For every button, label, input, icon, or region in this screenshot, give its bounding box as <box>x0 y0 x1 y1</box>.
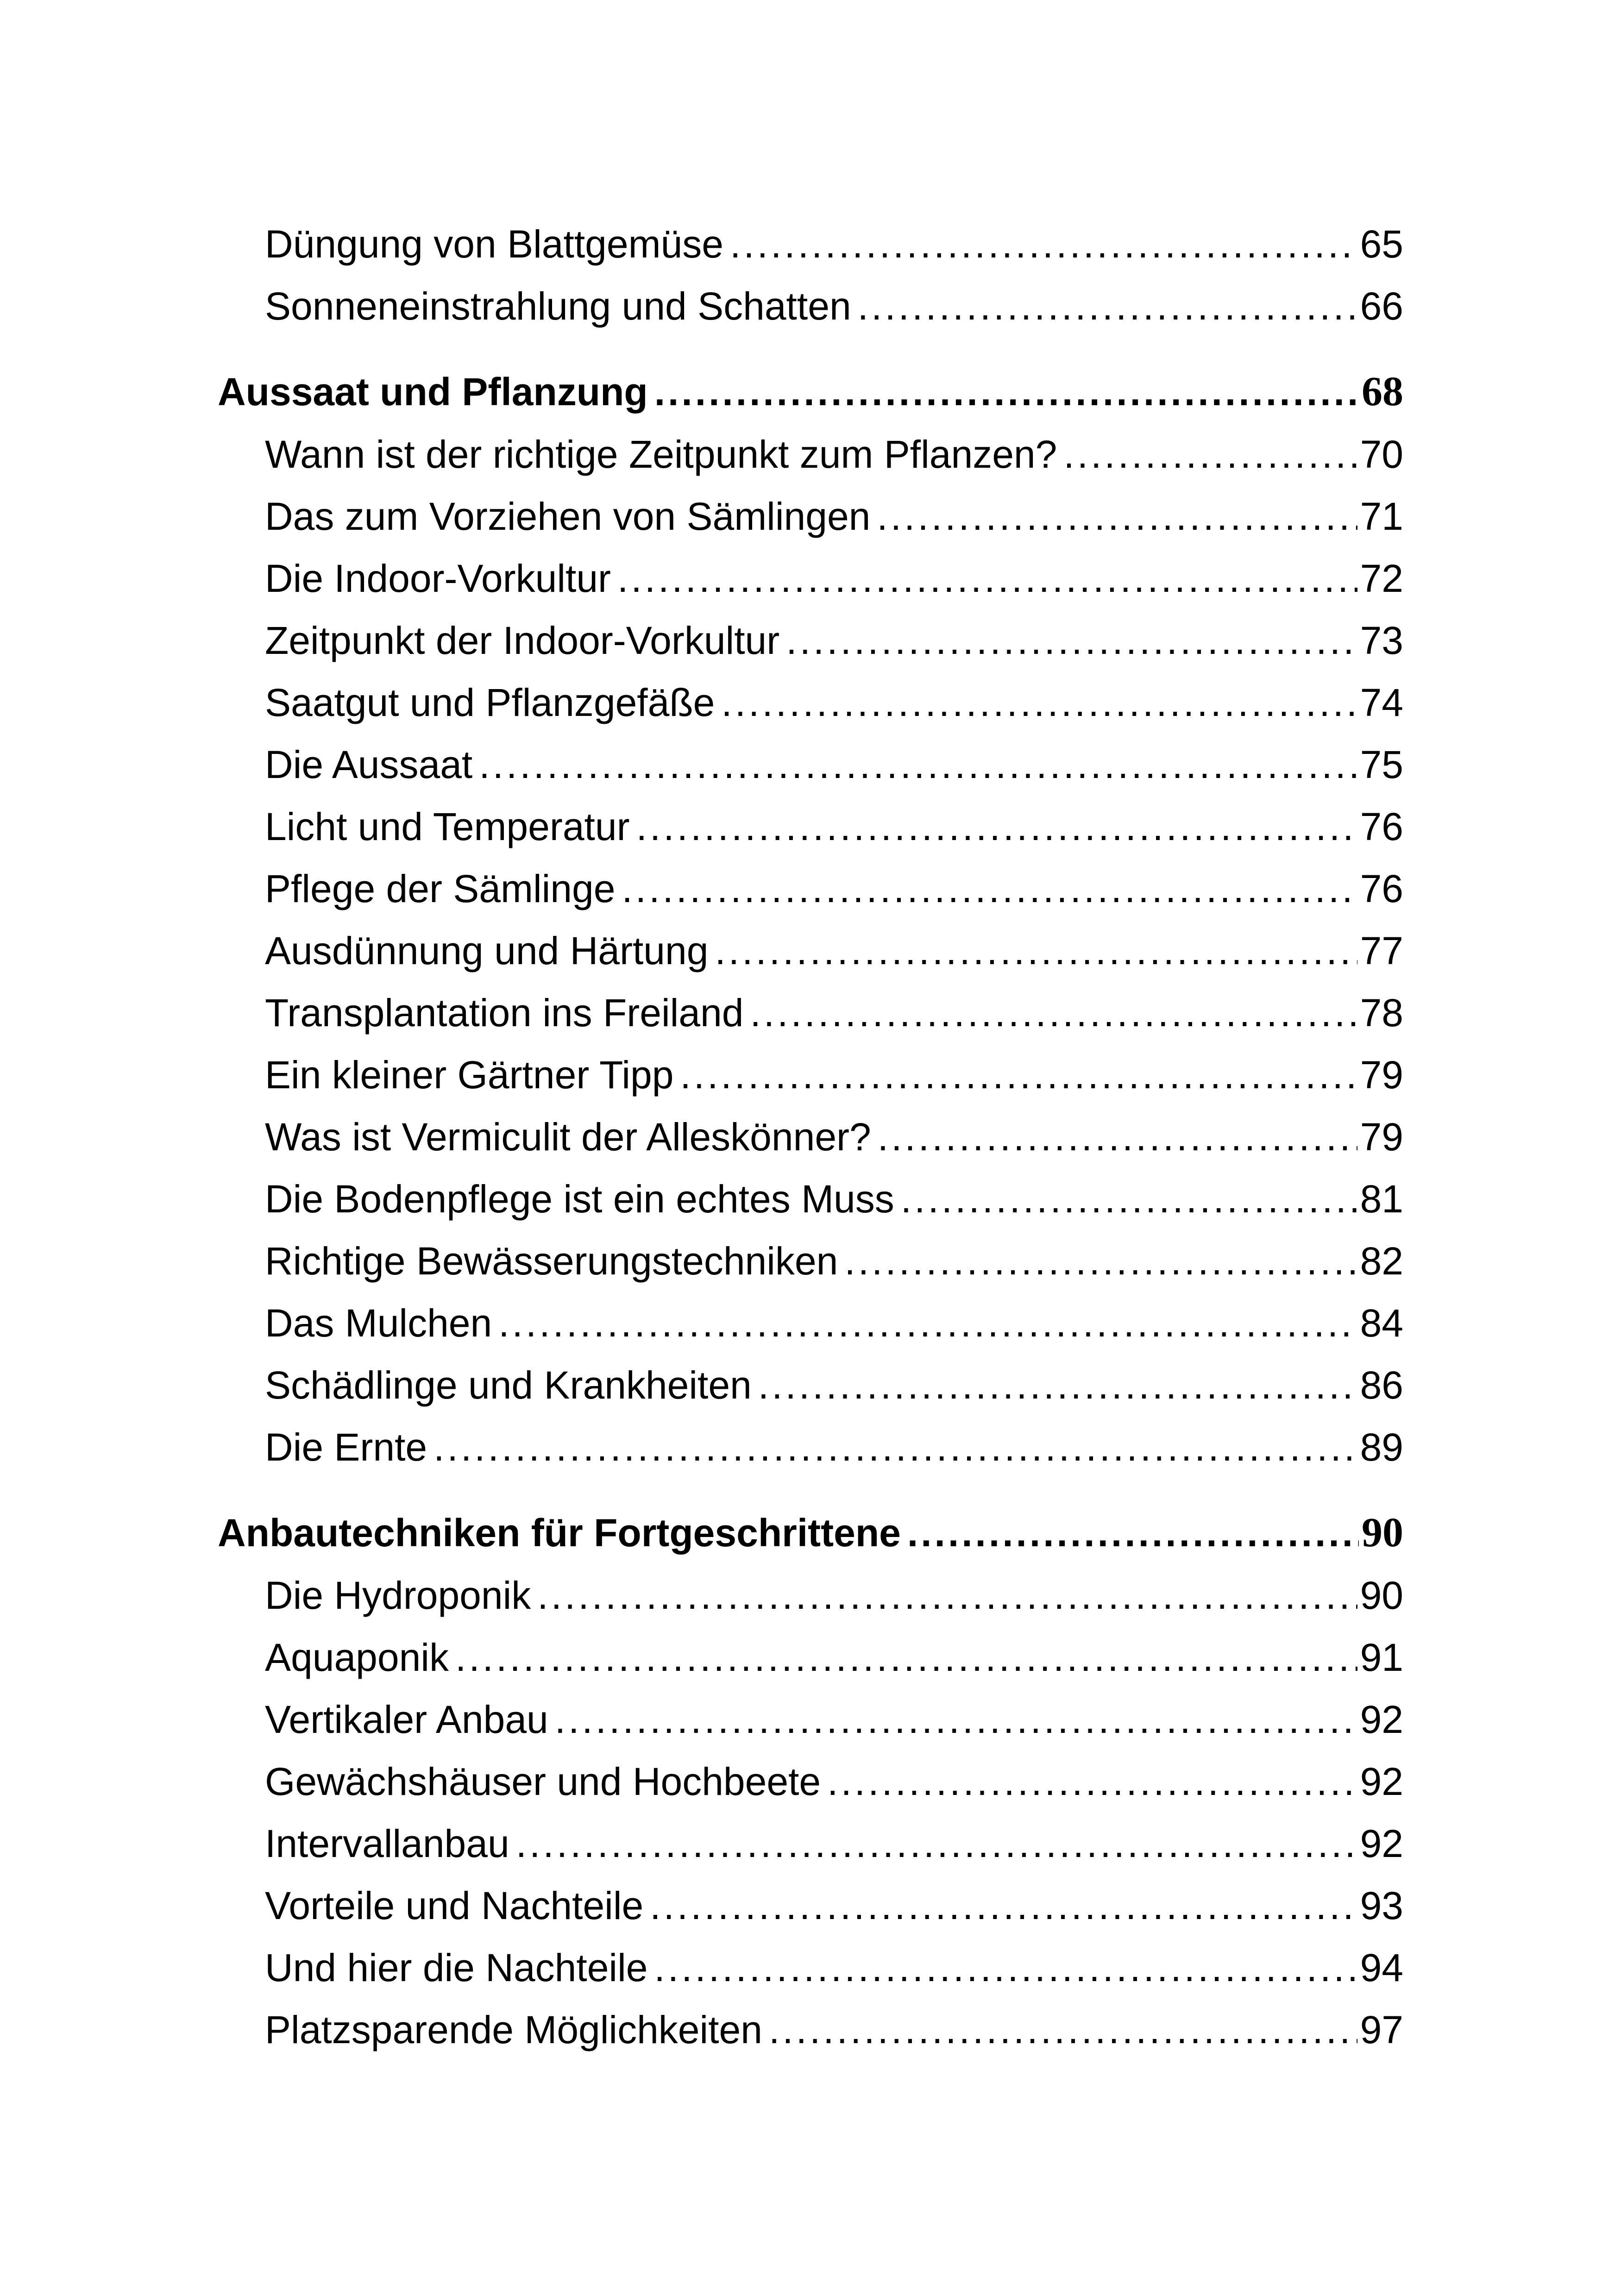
dot-leader <box>786 609 1357 671</box>
toc-entry-page-number: 74 <box>1360 681 1403 724</box>
dot-leader <box>555 1688 1357 1750</box>
dot-leader <box>654 360 1359 423</box>
dot-leader <box>769 1999 1357 2061</box>
toc-section-entry <box>218 920 1403 982</box>
toc-entry-title: Richtige Bewässerungstechniken <box>265 1239 838 1283</box>
dot-leader <box>907 1501 1359 1564</box>
toc-entry-page-number: 76 <box>1360 805 1403 848</box>
toc-entry-title: Aussaat und Pflanzung <box>218 370 648 414</box>
toc-entry-page-number: 91 <box>1360 1636 1403 1679</box>
toc-section-entry <box>218 1044 1403 1106</box>
dot-leader <box>654 1937 1357 1999</box>
toc-section-entry <box>218 1813 1403 1875</box>
toc-entry-page-number: 81 <box>1360 1177 1403 1221</box>
toc-entry-title: Ein kleiner Gärtner Tipp <box>265 1053 674 1097</box>
toc-section-entry <box>218 213 1403 275</box>
toc-entry-title: Sonneneinstrahlung und Schatten <box>265 284 851 328</box>
dot-leader <box>622 858 1357 920</box>
toc-section-entry <box>218 1688 1403 1750</box>
dot-leader <box>721 671 1357 734</box>
dot-leader <box>877 485 1357 547</box>
toc-section-entry <box>218 1999 1403 2061</box>
toc-entry-title: Ausdünnung und Härtung <box>265 929 709 972</box>
dot-leader <box>750 982 1357 1044</box>
toc-entry-page-number: 77 <box>1360 929 1403 972</box>
toc-entry-title: Düngung von Blattgemüse <box>265 222 723 266</box>
toc-entry-page-number: 72 <box>1360 557 1403 600</box>
toc-section-entry <box>218 1416 1403 1478</box>
toc-section-entry <box>218 1106 1403 1168</box>
toc-entry-page-number: 70 <box>1360 433 1403 476</box>
toc-section-entry <box>218 485 1403 547</box>
toc-entry-page-number: 71 <box>1360 495 1403 538</box>
toc-section-entry <box>218 1292 1403 1354</box>
toc-section-entry <box>218 858 1403 920</box>
dot-leader <box>827 1750 1357 1813</box>
toc-section-entry <box>218 275 1403 337</box>
dot-leader <box>680 1044 1357 1106</box>
toc-entry-page-number: 84 <box>1360 1301 1403 1345</box>
toc-entry-title: Anbautechniken für Fortgeschrittene <box>218 1511 901 1555</box>
toc-entry-title: Saatgut und Pflanzgefäße <box>265 681 715 724</box>
dot-leader <box>758 1354 1357 1416</box>
dot-leader <box>844 1230 1357 1292</box>
dot-leader <box>498 1292 1357 1354</box>
toc-entry-title: Das zum Vorziehen von Sämlingen <box>265 495 871 538</box>
toc-section-entry <box>218 547 1403 609</box>
dot-leader <box>516 1813 1357 1875</box>
dot-leader <box>1063 423 1357 485</box>
toc-section-entry <box>218 734 1403 796</box>
toc-entry-page-number: 75 <box>1360 743 1403 786</box>
dot-leader <box>636 796 1357 858</box>
toc-entry-page-number: 89 <box>1360 1425 1403 1469</box>
toc-entry-title: Platzsparende Möglichkeiten <box>265 2008 762 2051</box>
toc-entry-title: Pflege der Sämlinge <box>265 867 616 910</box>
toc-entry-title: Gewächshäuser und Hochbeete <box>265 1760 821 1803</box>
toc-entry-title: Licht und Temperatur <box>265 805 630 848</box>
dot-leader <box>715 920 1357 982</box>
toc-entry-title: Zeitpunkt der Indoor-Vorkultur <box>265 619 780 662</box>
toc-entry-page-number: 76 <box>1360 867 1403 910</box>
toc-entry-title: Schädlinge und Krankheiten <box>265 1363 752 1407</box>
toc-entry-page-number: 94 <box>1360 1946 1403 1989</box>
toc-entry-page-number: 90 <box>1362 1510 1403 1556</box>
toc-entry-page-number: 79 <box>1360 1053 1403 1097</box>
toc-entry-page-number: 66 <box>1360 284 1403 328</box>
dot-leader <box>730 213 1357 275</box>
toc-section-entry <box>218 982 1403 1044</box>
toc-section-entry <box>218 671 1403 734</box>
dot-leader <box>537 1564 1357 1626</box>
toc-entry-title: Intervallanbau <box>265 1822 509 1865</box>
table-of-contents <box>218 213 1403 2061</box>
toc-chapter-entry <box>218 360 1403 423</box>
toc-section-entry <box>218 1230 1403 1292</box>
toc-entry-title: Vertikaler Anbau <box>265 1698 548 1741</box>
dot-leader <box>858 275 1357 337</box>
toc-entry-title: Die Ernte <box>265 1425 427 1469</box>
toc-entry-page-number: 92 <box>1360 1760 1403 1803</box>
toc-section-entry <box>218 1875 1403 1937</box>
toc-section-entry <box>218 796 1403 858</box>
toc-entry-page-number: 79 <box>1360 1115 1403 1159</box>
toc-entry-title: Aquaponik <box>265 1636 449 1679</box>
toc-entry-page-number: 78 <box>1360 991 1403 1035</box>
toc-entry-page-number: 82 <box>1360 1239 1403 1283</box>
toc-section-entry <box>218 609 1403 671</box>
toc-entry-title: Die Indoor-Vorkultur <box>265 557 611 600</box>
toc-entry-title: Das Mulchen <box>265 1301 492 1345</box>
toc-entry-page-number: 93 <box>1360 1884 1403 1927</box>
toc-entry-page-number: 90 <box>1360 1574 1403 1617</box>
toc-entry-page-number: 65 <box>1360 222 1403 266</box>
toc-entry-title: Transplantation ins Freiland <box>265 991 744 1035</box>
toc-entry-page-number: 92 <box>1360 1698 1403 1741</box>
toc-chapter-entry <box>218 1501 1403 1564</box>
toc-section-entry <box>218 1564 1403 1626</box>
toc-entry-page-number: 73 <box>1360 619 1403 662</box>
toc-entry-page-number: 68 <box>1362 369 1403 414</box>
dot-leader <box>434 1416 1357 1478</box>
toc-entry-title: Die Bodenpflege ist ein echtes Muss <box>265 1177 894 1221</box>
toc-entry-title: Vorteile und Nachteile <box>265 1884 644 1927</box>
toc-entry-title: Die Aussaat <box>265 743 473 786</box>
dot-leader <box>455 1626 1357 1688</box>
dot-leader <box>901 1168 1357 1230</box>
toc-entry-page-number: 92 <box>1360 1822 1403 1865</box>
toc-section-entry <box>218 1937 1403 1999</box>
toc-section-entry <box>218 423 1403 485</box>
toc-section-entry <box>218 1626 1403 1688</box>
toc-section-entry <box>218 1750 1403 1813</box>
toc-entry-page-number: 86 <box>1360 1363 1403 1407</box>
toc-entry-title: Die Hydroponik <box>265 1574 531 1617</box>
toc-entry-title: Und hier die Nachteile <box>265 1946 648 1989</box>
toc-entry-title: Wann ist der richtige Zeitpunkt zum Pflanzen? <box>265 433 1057 476</box>
dot-leader <box>479 734 1357 796</box>
dot-leader <box>878 1106 1357 1168</box>
toc-section-entry <box>218 1168 1403 1230</box>
toc-entry-page-number: 97 <box>1360 2008 1403 2051</box>
dot-leader <box>650 1875 1357 1937</box>
toc-section-entry <box>218 1354 1403 1416</box>
dot-leader <box>617 547 1357 609</box>
toc-entry-title: Was ist Vermiculit der Alleskönner? <box>265 1115 871 1159</box>
